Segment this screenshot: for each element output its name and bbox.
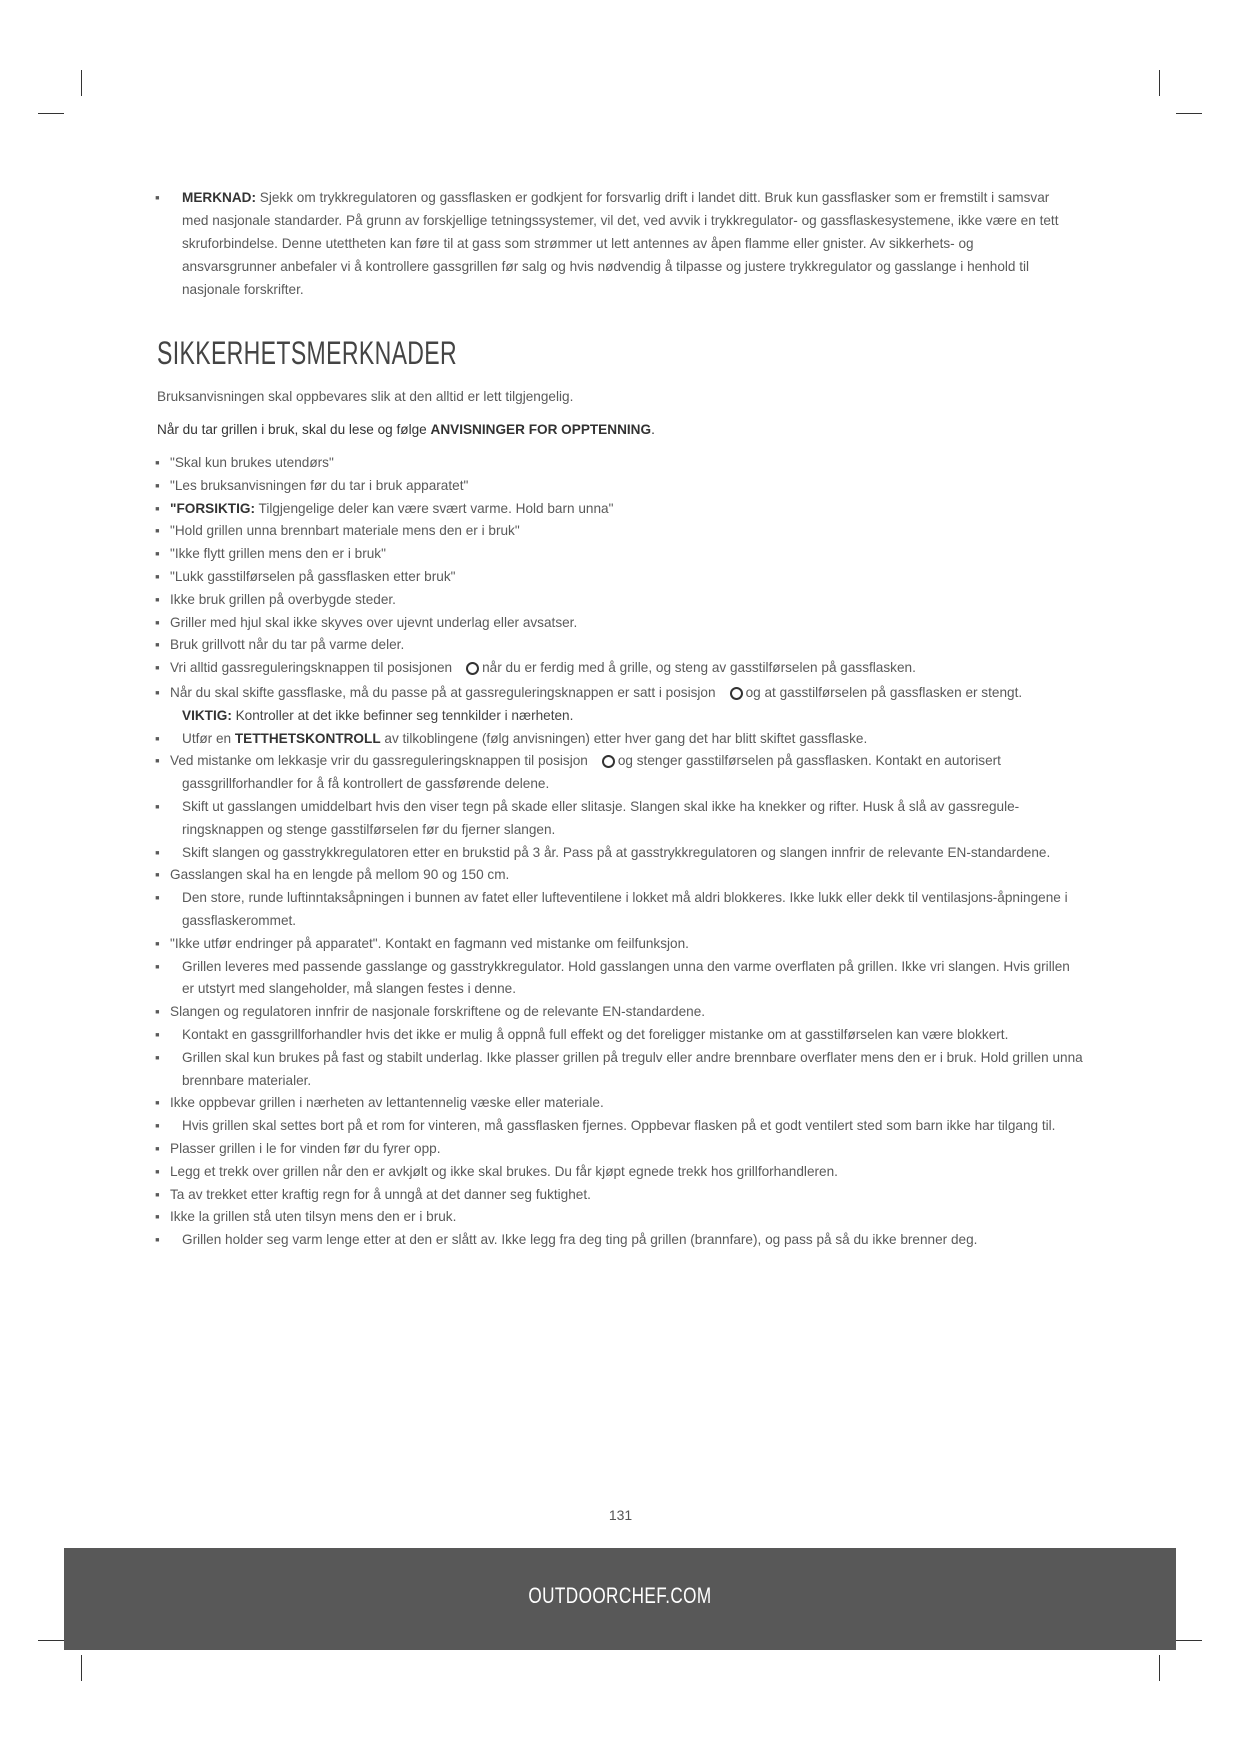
note-paragraph (155, 186, 1060, 301)
note-body: Sjekk om trykkregulatoren og gassflasken er godkjent for forsvarlig drift i landet ditt. Bruk kun gassflasker som er fremstilt i samsvar med nasjonale standarder. På grunn av forskjellige tetningssystemer, vil det, ved avvik i trykkregulator- og gassflaskesystemene, ikke være en tett skruforbindelse. Denne utettheten kan føre til at gass som strømmer ut lett antennes av åpen flamme eller gnister. Av sikkerhets- og ansvarsgrunner anbefaler vi å kontrollere gassgrillen før salg og hvis nødvendig å tilpasse og justere trykkregulator og gasslange i henhold til nasjonale forskrifter. (182, 190, 1059, 297)
crop-mark (38, 1640, 64, 1641)
list-item: ▪ Den store, runde luftinntaksåpningen i bunnen av fatet eller lufteventilene i lokket må aldri blokkeres. Ikke lukk eller dekk til ventilasjons-åpningene i gassflaskerommet. (155, 887, 1085, 933)
bullet-icon: ▪ (155, 1209, 160, 1225)
bullet-icon: ▪ (155, 890, 160, 906)
bullet-icon: ▪ (155, 684, 160, 700)
list-item: ▪ Plasser grillen i le for vinden før du fyrer opp. (155, 1138, 1085, 1161)
list-item: ▪ Kontakt en gassgrillforhandler hvis det ikke er mulig å oppnå full effekt og det foreligger mistanke om at gasstilførselen kan være blokkert. (155, 1024, 1085, 1047)
list-item: ▪ Bruk grillvott når du tar på varme deler. (155, 634, 1085, 657)
list-item: ▪ Ikke oppbevar grillen i nærheten av lettantennelig væske eller materiale. (155, 1092, 1085, 1115)
off-position-icon (466, 662, 479, 675)
list-item: ▪ Skift slangen og gasstrykkregulatoren etter en brukstid på 3 år. Pass på at gasstrykkregulatoren og slangen innfrir de relevante EN-standardene. (155, 842, 1085, 865)
important-note: VIKTIG: Kontroller at det ikke befinner seg tennkilder i nærheten. (182, 707, 574, 723)
bullet-icon: ▪ (155, 730, 160, 746)
crop-mark (1159, 1655, 1160, 1681)
crop-mark (1176, 113, 1202, 114)
list-item: ▪ Ved mistanke om lekkasje vrir du gassreguleringsknappen til posisjon og stenger gasstilførselen på gassflasken. Kontakt en autorisert gassgrillforhandler for å få kontrollert de gassførende delene. (155, 750, 1085, 796)
safety-list (155, 452, 1085, 1252)
bullet-icon: ▪ (155, 1026, 160, 1042)
off-position-icon (602, 755, 615, 768)
bullet-icon: ▪ (155, 614, 160, 630)
list-item: ▪ Slangen og regulatoren innfrir de nasjonale forskriftene og de relevante EN-standardene. (155, 1001, 1085, 1024)
bullet-icon: ▪ (155, 500, 160, 516)
list-item: ▪ Grillen skal kun brukes på fast og stabilt underlag. Ikke plasser grillen på tregulv eller andre brennbare overflater mens den er i bruk. Hold grillen unna brennbare materialer. (155, 1047, 1085, 1093)
list-item: ▪ Ikke bruk grillen på overbygde steder. (155, 589, 1085, 612)
bullet-icon: ▪ (155, 568, 160, 584)
intro-line-1: Bruksanvisningen skal oppbevares slik at den alltid er lett tilgjengelig. (157, 389, 574, 404)
list-item: ▪ Ikke la grillen stå uten tilsyn mens den er i bruk. (155, 1206, 1085, 1229)
bullet-icon: ▪ (155, 1004, 160, 1020)
off-position-icon (730, 687, 743, 700)
bullet-icon: ▪ (155, 455, 160, 470)
bullet-icon: ▪ (155, 1049, 160, 1065)
bullet-icon: ▪ (155, 1232, 160, 1248)
list-item: ▪ Vri alltid gassreguleringsknappen til posisjonen når du er ferdig med å grille, og steng av gasstilførselen på gassflasken. (155, 657, 1085, 680)
bullet-icon: ▪ (155, 1163, 160, 1179)
bullet-icon: ▪ (155, 867, 160, 883)
list-item: ▪ Skift ut gasslangen umiddelbart hvis den viser tegn på skade eller slitasje. Slangen skal ikke ha knekker og rifter. Husk å slå av gassregule-ringsknappen og stenge gasstilførselen før du fjerner slangen. (155, 796, 1085, 842)
section-title: SIKKERHETSMERKNADER (157, 335, 458, 371)
list-item: ▪ Hvis grillen skal settes bort på et rom for vinteren, må gassflasken fjernes. Oppbevar flasken på et godt ventilert sted som barn ikke har tilgang til. (155, 1115, 1085, 1138)
bullet-icon: ▪ (155, 546, 160, 562)
list-item: ▪ Grillen leveres med passende gasslange og gasstrykkregulator. Hold gasslangen unna den varme overflaten på grillen. Ikke vri slangen. Hvis grillen er utstyrt med slangeholder, må slangen festes i denne. (155, 956, 1085, 1002)
bullet-icon: ▪ (155, 477, 160, 493)
crop-mark (81, 1655, 82, 1681)
bullet-icon: ▪ (155, 753, 160, 769)
note-label: MERKNAD: (182, 190, 257, 205)
list-item: ▪ "Ikke flytt grillen mens den er i bruk" (155, 543, 1085, 566)
crop-mark (1176, 1640, 1202, 1641)
list-item: ▪ "FORSIKTIG: Tilgjengelige deler kan være svært varme. Hold barn unna" (155, 498, 1085, 521)
list-item: ▪ Utfør en TETTHETSKONTROLL av tilkoblingene (følg anvisningen) etter hver gang det har blitt skiftet gassflaske. (155, 728, 1085, 751)
bullet-icon: ▪ (155, 844, 160, 860)
list-item-continuation: gassgrillforhandler for å få kontrollert de gassførende delene. (182, 776, 550, 792)
bullet-icon: ▪ (155, 1118, 160, 1134)
list-item: ▪ Gasslangen skal ha en lengde på mellom 90 og 150 cm. (155, 864, 1085, 887)
intro-emphasis: ANVISNINGER FOR OPPTENNING (430, 422, 652, 437)
list-item: ▪ Legg et trekk over grillen når den er avkjølt og ikke skal brukes. Du får kjøpt egnede trekk hos grillforhandleren. (155, 1161, 1085, 1184)
footer-bar (64, 1548, 1176, 1650)
crop-mark (1159, 70, 1160, 96)
list-item: ▪ "Les bruksanvisningen før du tar i bruk apparatet" (155, 475, 1085, 498)
crop-mark (38, 113, 64, 114)
note-text (155, 186, 1060, 301)
bullet-icon: ▪ (155, 798, 160, 814)
bullet-icon: ▪ (155, 958, 160, 974)
crop-mark (81, 70, 82, 96)
bullet-icon: ▪ (155, 591, 160, 607)
intro-line-2: Når du tar grillen i bruk, skal du lese og følge ANVISNINGER FOR OPPTENNING. (157, 422, 655, 437)
list-item: ▪ Grillen holder seg varm lenge etter at den er slått av. Ikke legg fra deg ting på grillen (brannfare), og pass på så du ikke brenner deg. (155, 1229, 1085, 1252)
bullet-icon: ▪ (155, 1095, 160, 1111)
bullet-icon: ▪ (155, 1186, 160, 1202)
list-item: ▪ "Skal kun brukes utendørs" (155, 452, 1085, 475)
list-item: ▪ Griller med hjul skal ikke skyves over ujevnt underlag eller avsatser. (155, 612, 1085, 635)
list-item: ▪ "Lukk gasstilførselen på gassflasken etter bruk" (155, 566, 1085, 589)
list-item: ▪ "Ikke utfør endringer på apparatet". Kontakt en fagmann ved mistanke om feilfunksjon. (155, 933, 1085, 956)
bullet-icon: ▪ (155, 935, 160, 951)
bullet-icon: ▪ (155, 190, 160, 205)
bullet-icon: ▪ (155, 660, 160, 676)
footer-website: OUTDOORCHEF.COM (528, 1583, 712, 1608)
bullet-icon: ▪ (155, 523, 160, 539)
bullet-icon: ▪ (155, 1140, 160, 1156)
page-number: 131 (608, 1507, 633, 1523)
bullet-icon: ▪ (155, 637, 160, 653)
list-item: ▪ Når du skal skifte gassflaske, må du passe på at gassreguleringsknappen er satt i posisjon og at gasstilførselen på gassflasken er stengt. VIKTIG: Kontroller at det ikke befinner seg tennkilder i nærheten. (155, 682, 1085, 728)
list-item: ▪ Ta av trekket etter kraftig regn for å unngå at det danner seg fuktighet. (155, 1184, 1085, 1207)
list-item: ▪ "Hold grillen unna brennbart materiale mens den er i bruk" (155, 520, 1085, 543)
